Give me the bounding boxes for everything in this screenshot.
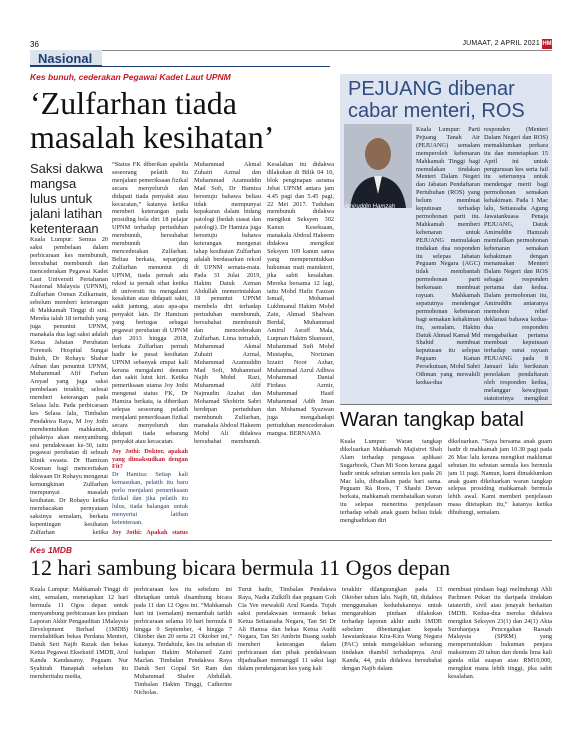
bottom-rule bbox=[30, 540, 552, 541]
bottom-col-2: perbicaraan kes itu sebelum ini ditetapkan untuk disambung bicara pada 11 dan 12 Ogos ini. “Mahkamah hari ini (semalam) menambah tarikh perbicaraan selama 10 hari bermula 8 hingga 9 September, 4 hingga 7 Oktober dan 20 serta 21 Oktober ini,” katanya. Terdahulu, kes itu sebutan di hadapan Hakim Mohamed Zaini Mazlan. Timbalan Pendakwa Raya Datuk Seri Gopal Sri Ram dan Muhammad Shafee Abdullah. Timbalan Hakim Tinggi, Catherine Nicholas. bbox=[134, 586, 232, 696]
page-header bbox=[0, 0, 580, 56]
main-subhead: Saksi dakwa mangsa lulus untuk jalani latihan ketenteraan bbox=[30, 161, 103, 236]
bottom-col-4: terakhir dilangsungkan pada 13 Oktober tahun lalu. Najib, 68, didakwa menggunakan kedudukannya untuk mengarahkan pindaan dilakukan terhadap laporan akhir audit 1MDB sebelum dibentangkan kepada Jawatankuasa Kira-Kira Wang Negara (PAC) untuk mengelakkan sebarang tindakan diambil terhadapnya. Arul Kanda, 44, pula didakwa bersubahat dengan Najib dalam bbox=[342, 586, 442, 673]
bottom-col-1: Kuala Lumpur: Mahkamah Tinggi di sini, semalam, menetapkan 12 hari bermula 11 Ogos depan untuk menyambung perbicaraan kes pindaan Laporan Akhir Pengauditan 1Malaysia Development Berhad (1MDB) membabitkan bekas Perdana Menteri, Datuk Seri Najib Razak dan bekas Ketua Pegawai Eksekutif 1MDB, Arul Kanda Kandasamy. Peguam Nur Syahirah Hanapiah sebelum itu memberitahu media, bbox=[30, 586, 128, 680]
main-kicker: Kes bunuh, cederakan Pegawai Kadet Laut UPNM bbox=[30, 72, 231, 82]
qa1-answer: Dr Hamiza: Setiap kali kemasukan, pelatih itu baru perlu menjalani pemeriksaan fizikal dan jika pelatih itu lulus, tiada halangan untuk menyertai latihan ketenteraan. bbox=[112, 471, 188, 526]
qa1-question: Joy Jothi: Doktor, apakah yang dimaksudkan dengan Fit? bbox=[112, 447, 188, 471]
section-label: Nasional bbox=[38, 51, 93, 66]
page-number: 36 bbox=[30, 40, 39, 49]
bottom-col-3: Turut hadir, Timbalan Pendakwa Raya, Nadia Zulkifli dan peguam Goh Cia Yee mewakili Arul Kanda. Tujuh saksi pendakwaan termasuk bekas Ketua Setiausaha Negara, Tan Sri Dr Ali Hamsa dan bekas Ketua Audit Negara, Tan Sri Ambrin Buang sudah memberi keterangan dalam perbicaraan dan pihak pendakwaan dijadualkan memanggil 11 saksi lagi dalam pendengaran kes yang kali bbox=[238, 586, 336, 673]
header-rule bbox=[30, 50, 552, 51]
side-rule bbox=[340, 404, 552, 405]
main-col-3: Muhammad Akmal Zuhairi Azmal dan Muhammad Azamuddin Mad Sofi, Dr Hamiza bersetuju bahawa beliau tidak mempunyai kepakaran dalam bidang patologi (bedah siasat dan patologi). Dr Hamiza juga bersetuju bahawa keterangan mengenai tahap kesihatan Zulfarhan adalah berdasarkan rekod di UPNM semata-mata. Pada 31 Julai 2019, Hakim Datuk Azman Abdullah memerintahkan 18 penuntut UPNM membela diri terhadap pertuduhan membunuh, bersubahat membunuh dan mencederakan Zulfarhan. Lima tertuduh, Muhammad Akmal Zuhairi Azmal, Muhammad Azamuddin Mad Sofi, Muhammad Najib Mohd Razi, Muhammad Afif Najmudin Azahat dan Mohamad Shobirin Sabri berdepan pertuduhan membunuh Zulfarhan, manakala Abdoul Hakeem Mohd Ali didakwa bersubahat membunuh. Kesalahan itu didakwa dilakukan di Bilik 04 10, blok penginapan asrama Jebat UPNM antara jam 4.45 pagi dan 5.45 pagi, 22 Mei 2017. Tuduhan membunuh didakwa mengikut Seksyen 302 Kanun Keseksaan, manakala Abdoul Hakeem didakwa mengikut Seksyen 109 kanun sama yang memperuntukkan hukuman mati mandatori, jika sabit kesalahan. Mereka bersama 12 lagi, iaitu Mohd Hafiz Fauzan Ismail, Mohamad Lukhmanul Hakim Mohd Zain, Ahmad Shafwan Berdal, Muhammad Amirul Asraff Mala, Luqman Hakim Shamsuri, Muhammad Sufi Mohd Mustapha, Noriznan Izzairi Noor Azhar, Muhammad Azrul Adhwa Mohammad Danial Firdaus Azmir, Muhammad Hasif Muhammad Adib Iman dan Mohamad Syazwan juga mengahadapi pertuduhan mencederakan mangsa. BERNAMA bbox=[194, 161, 334, 445]
portrait-illustration bbox=[344, 124, 412, 208]
pejuang-col-2: responden (Menteri Dalam Negeri dan ROS) memaklumkan perkara itu dan menetapkan 15 April ini untuk pengurusan kes serta fail itu seterusnya untuk mendengar merit bagi permohonan semakan kehakiman. Pada 1 Mac lalu, Setiausaha Agung Jawatankuasa Penaja PEJUANG, Datuk Amiruddin Hamzah memfailkan permohonan kebenaran semakan kehakiman dengan menamakan Menteri Dalam Negeri dan ROS sebagai responden pertama dan kedua. Dalam permohonan itu, Amiruddin antaranya memohon relief deklarasi bahawa kedua-dua responden mengabaikan pertama membuat keputusan terhadap surat rayuan PEJUANG pada 8 Januari lalu berikutan penolakan pendaftaran oleh responden kedua, melanggar kewajipan statutorinya mengikut bbox=[484, 126, 548, 402]
section-rule bbox=[102, 66, 330, 67]
bottom-headline: 12 hari sambung bicara bermula 11 Ogos depan bbox=[30, 555, 451, 580]
main-headline: ‘Zulfarhan tiada masalah kesihatan’ bbox=[30, 85, 275, 155]
issue-date: JUMAAT, 2 APRIL 2021 bbox=[462, 40, 540, 47]
main-col-2-text: “Status FK diberikan apabila seseorang pelatih itu menjalani pemeriksaan fizikal secara menyeluruh dan didapati tiada penyakit atau kecacatan,” katanya ketika memberi keterangan pada prosiding bela diri 18 pelajar UPNM terhadap pertuduhan membunuh, bersubahat membunuh dan mencederakan Zulfarhan. Beliau berkata, sepanjang Zulfarhan menuntut di UPNM, tiada pernah ada rekod ia pernah sihat ketika di universiti itu mengalami kesakitan atau didapati sakit, sakit jantung, atau apa-apa penyakit lain. Dr Hamizan yang bertugas sebagai pegawai perubatan di UPNM dari 2013 hingga 2018, berkata Zulfarhan pernah hadir ke pusat kesihatan UPNM sebanyak empat kali kerana mengalami demam dan sakit lutut kiri. Ketika pemeriksaan utama Joy Jothi mengenai status FK, Dr Hamiza berkata, ia diberikan selepas seseorang pelatih menjalani pemeriksaan fizikal secara menyeluruh dan didapati tiada sebarang penyakit atau kecacatan. bbox=[112, 161, 188, 445]
bottom-col-5: membuat pindaan bagi melindungi Ahli Parlimen Pekan itu daripada tindakan tatatertib, sivil atau jenayah berkaitan 1MDB. Kedua-dua mereka didakwa mengikut Seksyen 23(1) dan 24(1) Akta Suruhanjaya Pencegahan Rasuah Malaysia (SPRM) yang memperuntukkan hukuman penjara maksimum 20 tahun dan denda lima kali ganda nilai suapan atau RM10,000, mengikut mana lebih tinggi, jika sabit kesalahan. bbox=[448, 586, 552, 680]
waran-col-2: dikeluarkan. “Saya bersama anak guam hadir di mahkamah jam 10.30 pagi pada 26 Mac lalu kerana mengikut maklumat sebutan itu sebutan semula kes bermula jam 11 pagi. Namun, kami dimaklumkan anak guam dikeluarkan waran tangkap selepas prosiding mahkamah bermula lebih awal. Kami memberi penjelasan masa ditetapkan itu,” katanya ketika dihubungi, semalam. bbox=[448, 438, 552, 517]
publication-logo: HM bbox=[542, 41, 552, 47]
photo-caption: Amiruddin Hamzah bbox=[344, 204, 396, 210]
news-photo bbox=[344, 124, 412, 208]
main-col-2 bbox=[112, 161, 188, 536]
pejuang-headline: PEJUANG dibenar cabar menteri, ROS bbox=[348, 78, 525, 122]
qa2-question: Joy Jothi: Apakah status bbox=[112, 528, 188, 536]
pejuang-col-1: Kuala Lumpur: Parti Pejuang Tanah Air (PEJUANG) semalam memperoleh kebenaran Mahkamah Tinggi bagi memulakan tindakan Menteri Dalam Negeri dan Jabatan Pendaftaran Pertubuhan (ROS) yang belum membuat keputusan terhadap permohonan parti itu. Mahkamah memberi kebenaran untuk PEJUANG memulakan tindakan dua responden itu selepas Jabatan Peguam Negara (AGC) tidak membantah permohonan parti berkenaan membuat rayuan. Mahkamah sepatutnya mendengar permohonan kebenaran bagi semakan kehakiman itu, semalam. Hakim Datuk Ahmad Kamal Md Shahid membuat keputusan itu selepas Peguam Kanan Persekutuan, Mohd Sabri Othman yang mewakili kedua-dua bbox=[416, 126, 480, 386]
main-col-1: Kuala Lumpur: Semua 20 saksi pembelaan dalam perbicaraan kes membunuh, bersubahat membunuh dan mencederakan Pegawai Kadet Laut Universiti Pertahanan Nasional Malaysia (UPNM), Zulfarhan Osman Zulkarnain, sebelum memberi keterangan di Mahkamah Tinggi di sini. Mereka ialah 18 tertuduh yang juga penuntut UPNM, manakala dua lagi saksi adalah Ketua Jabatan Perubatan Forensik Hospital Sungai Buloh, Dr Rohayu Shahar Adnan dan penuntut UPNM, Muhammad Afif Farhan Arsyad yang juga saksi pembelaan terakhir, selesai memberi keterangan pada Selasa lalu. Pada perbicaraan kes Selasa lalu, Timbalan Pendakwa Raya, M Joy Jothi membentuhkan mahkamah, pihaknya akan menyambung sesi pendakwaan ke-30, iaitu pegawai perubatan di sebuah klinik swasta. Dr Hamizan Kosman bagi menceritakan dakwaan Dr Rohayu mengenai kemungkinan Zulfarhan mempunyai masalah kesihatan. Dr Rohayu ketika membacakan pernyataan saksinya semalam, berkata kepentingan kesihatan Zulfarhan ketika bbox=[30, 236, 108, 536]
waran-headline: Waran tangkap batal bbox=[340, 409, 524, 431]
waran-col-1: Kuala Lumpur: Waran tangkap dikeluarkan Mahkamah Majistret Shah Alam terhadap pengasas aplikasi Sugarbook, Chan Mi Soon kerana gagal hadir untuk sebutan semula kes pada 26 Mac lalu, dibatalkan pada hari sama. Peguam Rà Roos, T Shashi Devan berkata, mahkamah membatalkan waran itu selepas menerima penjelasan terhadap sebab anak guam beliau tidak menghadirkan diri bbox=[340, 438, 442, 525]
section-tag bbox=[30, 50, 102, 67]
bottom-kicker: Kes 1MDB bbox=[30, 545, 73, 555]
